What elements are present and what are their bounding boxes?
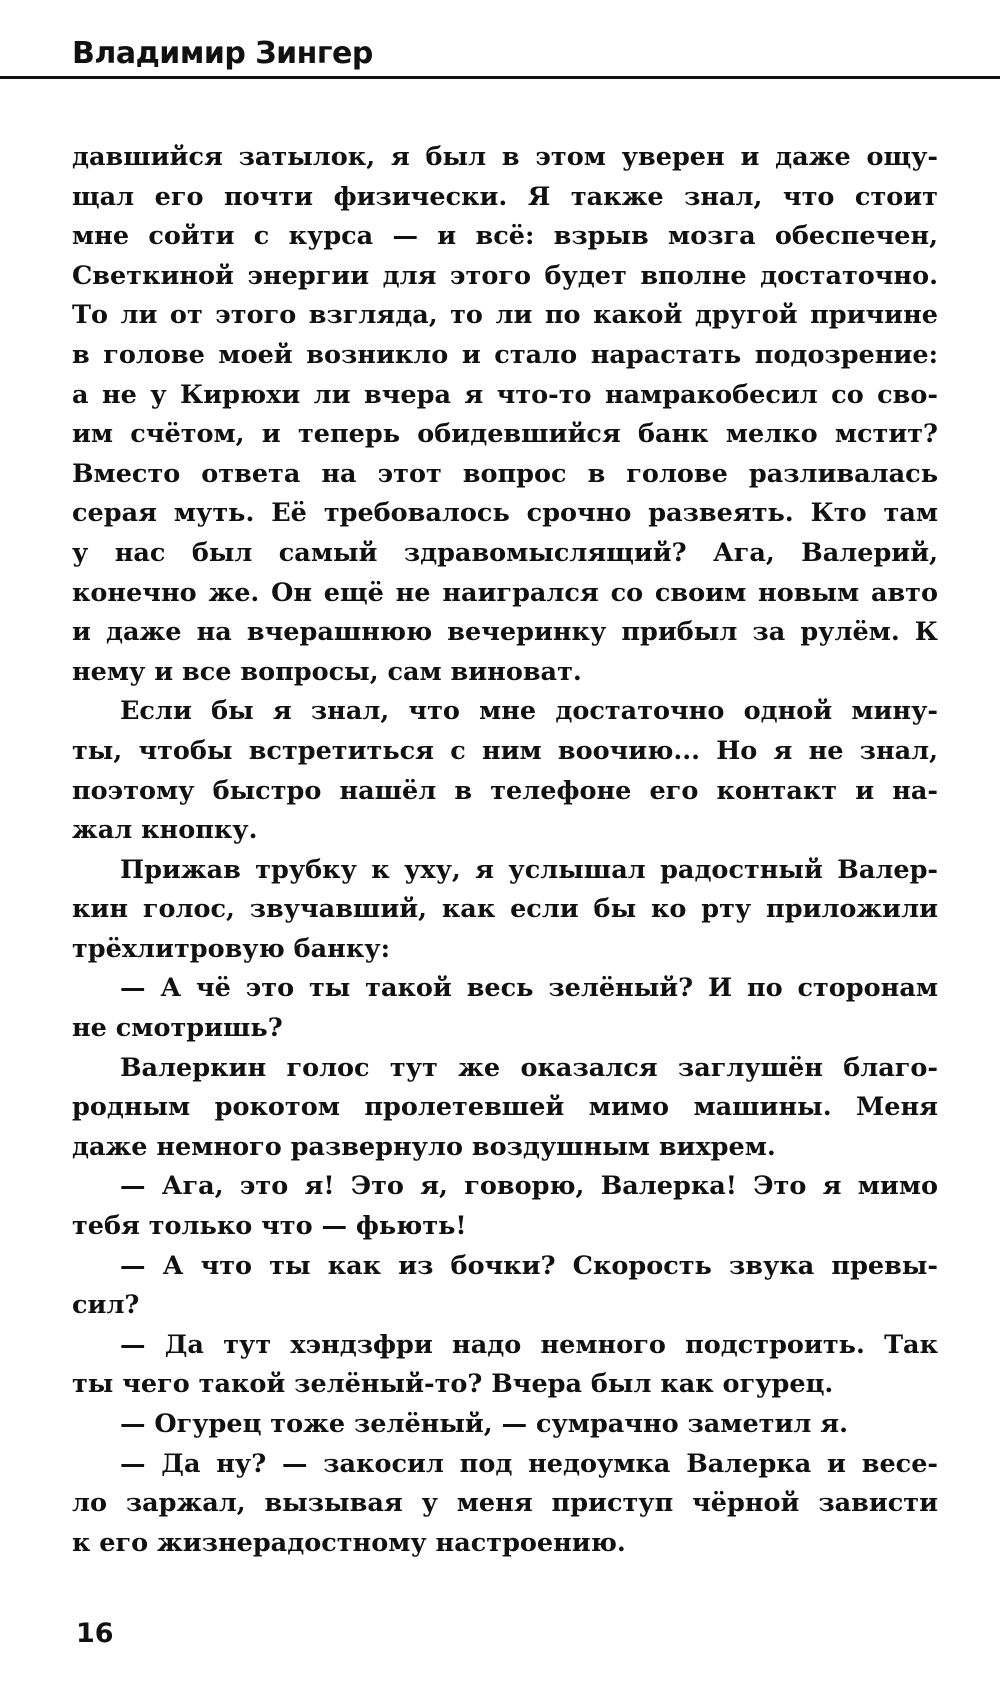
text-line: ты чего такой зелёный-то? Вчера был как огурец.: [72, 1369, 834, 1400]
text-line: и даже на вчерашнюю вечеринку прибыл за рулём. К: [72, 617, 938, 648]
text-line: в голове моей возникло и стало нарастать подозрение:: [72, 339, 938, 370]
text-line: Валеркин голос тут же оказался заглушён благо-: [120, 1052, 938, 1083]
text-line: — Да тут хэндзфри надо немного подстроить. Так: [120, 1329, 938, 1360]
text-line: у нас был самый здравомыслящий? Ага, Валерий,: [72, 537, 938, 568]
text-line: ты, чтобы встретиться с ним воочию... Но я не знал,: [72, 735, 938, 766]
text-line: Прижав трубку к уху, я услышал радостный Валер-: [120, 854, 938, 885]
header-rule: [0, 76, 1000, 79]
text-line: им счётом, и теперь обидевшийся банк мелко мстит?: [72, 419, 938, 450]
text-line: к его жизнерадостному настроению.: [72, 1527, 626, 1558]
running-head-author: Владимир Зингер: [72, 36, 373, 71]
text-line: То ли от этого взгляда, то ли по какой другой причине: [72, 300, 938, 331]
text-line: — А чё это ты такой весь зелёный? И по сторонам: [120, 973, 938, 1004]
text-line: кин голос, звучавший, как если бы ко рту приложили: [72, 894, 938, 925]
text-line: жал кнопку.: [72, 815, 258, 846]
text-line: щал его почти физически. Я также знал, что стоит: [72, 181, 938, 212]
text-line: родным рокотом пролетевшей мимо машины. Меня: [72, 1092, 938, 1123]
text-line: мне сойти с курса — и всё: взрыв мозга обеспечен,: [72, 221, 938, 252]
text-line: Светкиной энергии для этого будет вполне достаточно.: [72, 260, 938, 291]
text-line: — Огурец тоже зелёный, — сумрачно заметил я.: [120, 1409, 848, 1439]
body-text: [72, 138, 938, 1563]
text-line: давшийся затылок, я был в этом уверен и даже ощу-: [72, 142, 938, 172]
text-line: Вместо ответа на этот вопрос в голове разливалась: [72, 458, 938, 489]
text-line: серая муть. Её требовалось срочно развеять. Кто там: [72, 498, 938, 529]
text-line: не смотришь?: [72, 1013, 283, 1044]
text-line: а не у Кирюхи ли вчера я что-то намракобесил со сво-: [72, 379, 938, 410]
text-line: нему и все вопросы, сам виноват.: [72, 656, 582, 687]
text-line: ло заржал, вызывая у меня приступ чёрной зависти: [72, 1488, 938, 1519]
text-line: Если бы я знал, что мне достаточно одной мину-: [120, 696, 938, 727]
text-line: конечно же. Он ещё не наигрался со своим новым авто: [72, 577, 938, 608]
text-line: — Да ну? — закосил под недоумка Валерка и весе-: [120, 1448, 938, 1479]
text-line: — Ага, это я! Это я, говорю, Валерка! Это я мимо: [120, 1171, 938, 1202]
text-line: сил?: [72, 1290, 140, 1321]
text-line: поэтому быстро нашёл в телефоне его контакт и на-: [72, 775, 938, 806]
text-line: — А что ты как из бочки? Скорость звука превы-: [120, 1250, 938, 1281]
text-line: даже немного развернуло воздушным вихрем.: [72, 1131, 776, 1162]
text-line: трёхлитровую банку:: [72, 933, 391, 964]
page-number: 16: [76, 1618, 114, 1649]
text-line: тебя только что — фьють!: [72, 1211, 467, 1242]
